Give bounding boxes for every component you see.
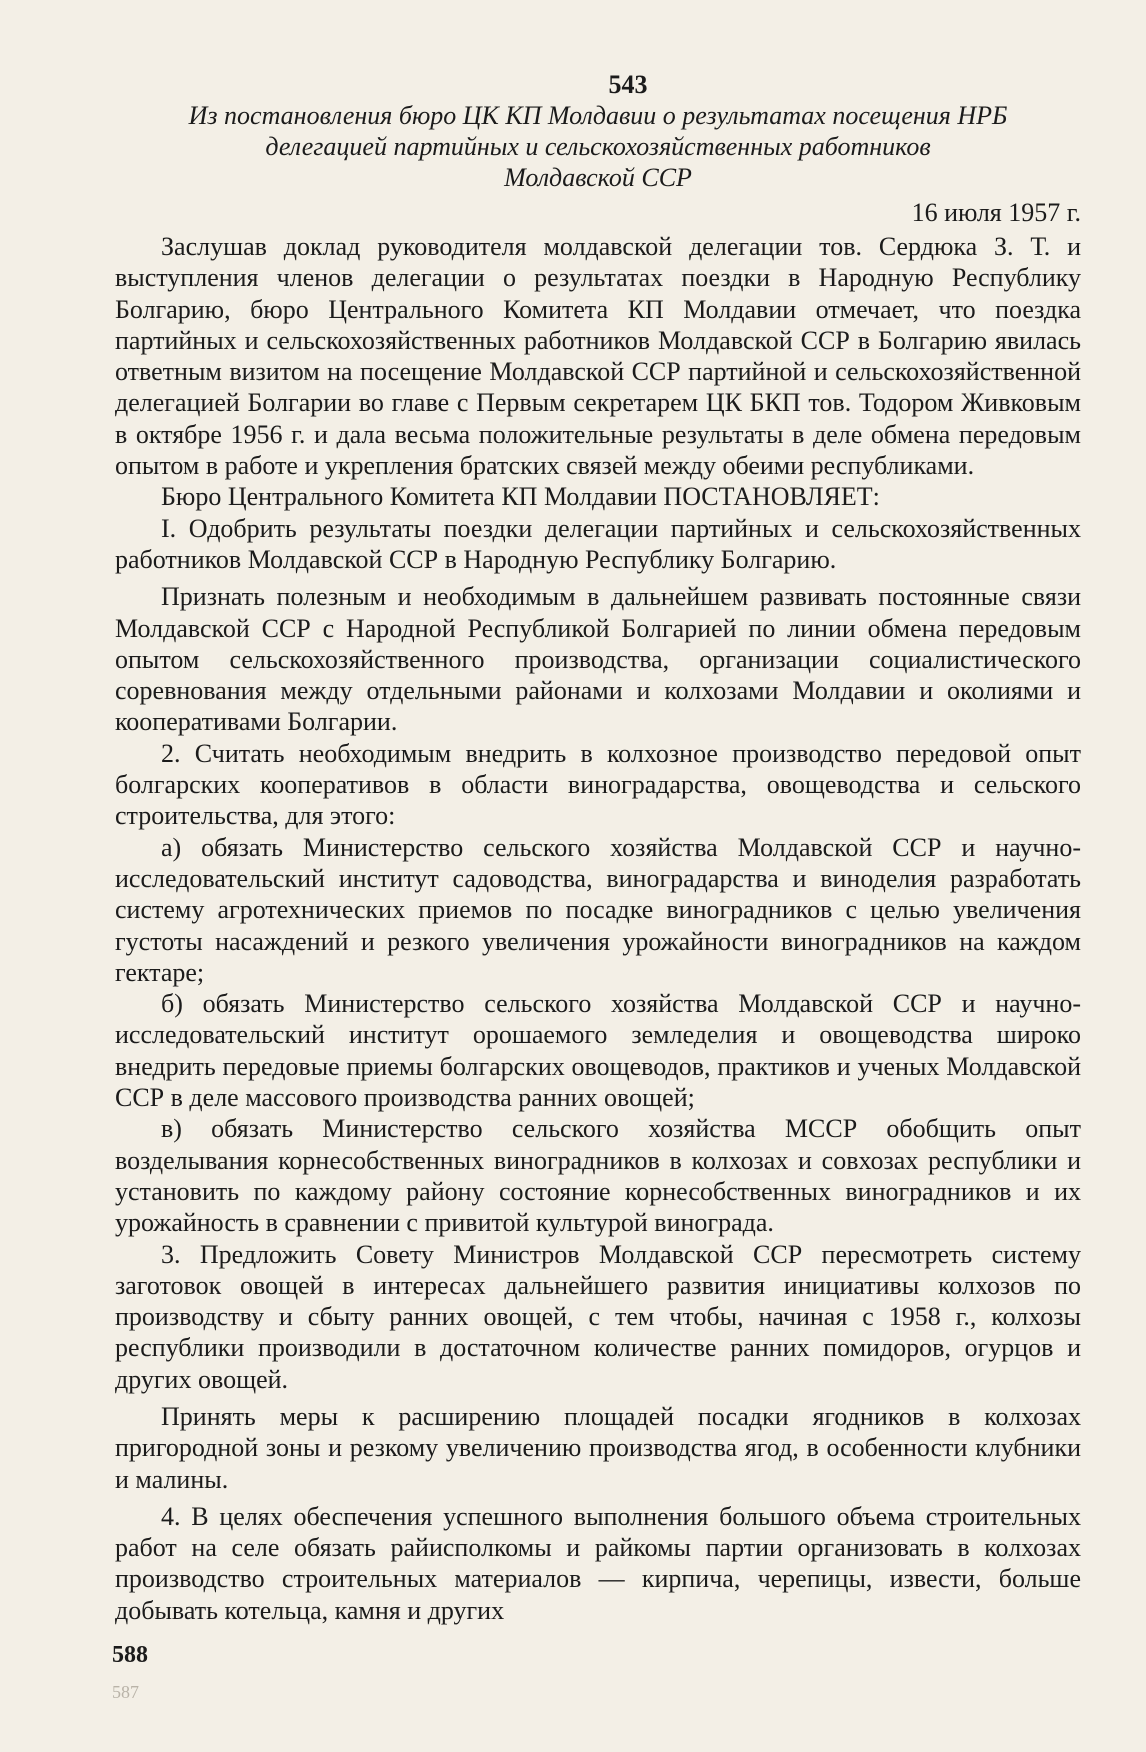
paragraph: а) обязать Министерство сельского хозяйства Молдавской ССР и научно-исследовательский институт садоводства, виноградарства и виноделия разработать систему агротехнических приемов по посадке виноградников с целью увеличения густоты насаждений и резкого увеличения урожайности виноградников на каждом гектаре; [115,832,1081,987]
paragraph: I. Одобрить результаты поездки делегации партийных и сельскохозяйственных работников Молдавской ССР в Народную Республику Болгарию. [115,513,1081,574]
document-page [115,70,1081,1626]
document-number: 543 [608,70,648,99]
document-body [115,231,1081,1626]
paragraph: Признать полезным и необходимым в дальнейшем развивать постоянные связи Молдавской ССР с Народной Республикой Болгарией по линии обмена передовым опытом сельскохозяйственного производства, организации социалистического соревнования между отдельными районами и колхозами Молдавии и околиями и кооперативами Болгарии. [115,582,1081,737]
page-number: 588 [112,1642,148,1668]
paragraph: Заслушав доклад руководителя молдавской делегации тов. Сердюка З. Т. и выступления членов делегации о результатах поездки в Народную Республику Болгарию, бюро Центрального Комитета КП Молдавии отмечает, что поездка партийных и сельскохозяйственных работников Молдавской ССР в Болгарию явилась ответным визитом на посещение Молдавской ССР партийной и сельскохозяйственной делегацией Болгарии во главе с Первым секретарем ЦК БКП тов. Тодором Живковым в октябре 1956 г. и дала весьма положительные результаты в деле обмена передовым опытом в работе и укрепления братских связей между обеими республиками. [115,232,1081,481]
paragraph: Принять меры к расширению площадей посадки ягодников в колхозах пригородной зоны и резкому увеличению производства ягод, в особенности клубники и малины. [115,1401,1081,1494]
title-line: Молдавской ССР [504,163,692,192]
paragraph: Бюро Центрального Комитета КП Молдавии ПОСТАНОВЛЯЕТ: [161,482,880,512]
paragraph: 4. В целях обеспечения успешного выполнения большого объема строительных работ на селе обязать райисполкомы и райкомы партии организовать в колхозах производство строительных материалов — кирпича, черепицы, извести, больше добывать котельца, камня и других [115,1501,1081,1625]
paragraph: б) обязать Министерство сельского хозяйства Молдавской ССР и научно-исследовательский институт орошаемого земледелия и овощеводства широко внедрить передовые приемы болгарских овощеводов, практиков и ученых Молдавской ССР в деле массового производства ранних овощей; [115,989,1081,1113]
bleed-through-page-number: 587 [112,1682,139,1702]
paragraph: в) обязать Министерство сельского хозяйства МССР обобщить опыт возделывания корнесобственных виноградников в колхозах и совхозах республики и установить по каждому району состояние корнесобственных виноградников и их урожайность в сравнении с привитой культурой винограда. [115,1114,1081,1238]
title-line: Из постановления бюро ЦК КП Молдавии о результатах посещения НРБ [188,101,1008,130]
document-title [115,100,1081,193]
document-date: 16 июля 1957 г. [911,198,1081,227]
title-line: делегацией партийных и сельскохозяйственных работников [265,132,931,161]
paragraph: 3. Предложить Совету Министров Молдавской ССР пересмотреть систему заготовок овощей в интересах дальнейшего развития инициативы колхозов по производству и сбыту ранних овощей, с тем чтобы, начиная с 1958 г., колхозы республики производили в достаточном количестве ранних помидоров, огурцов и других овощей. [115,1239,1081,1394]
paragraph: 2. Считать необходимым внедрить в колхозное производство передовой опыт болгарских кооперативов в области виноградарства, овощеводства и сельского строительства, для этого: [115,738,1081,831]
